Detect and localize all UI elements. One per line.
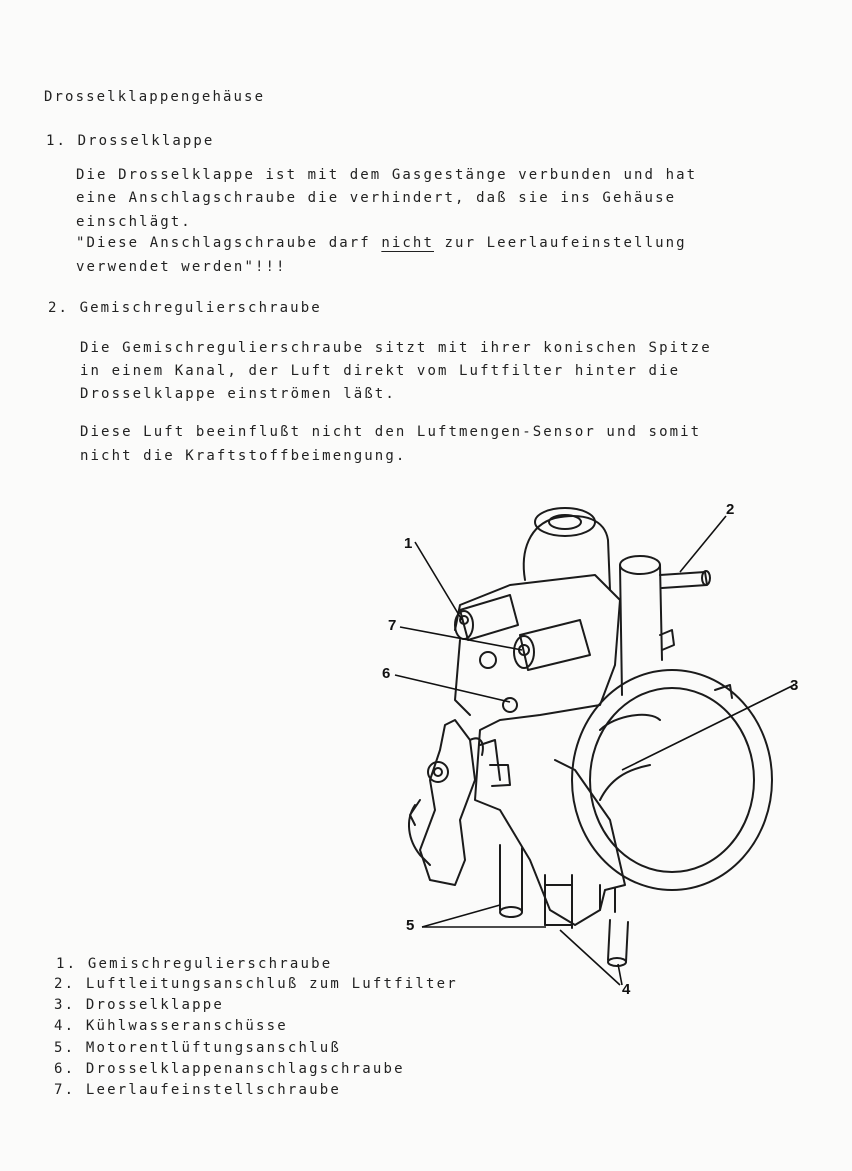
- legend-item: 6. Drosselklappenanschlagschraube: [54, 1061, 405, 1077]
- callout-1: 1: [404, 535, 413, 552]
- callout-3: 3: [790, 677, 799, 694]
- document-title: Drosselklappengehäuse: [44, 89, 266, 105]
- section-2-line: nicht die Kraftstoffbeimengung.: [80, 448, 407, 464]
- section-2-line: in einem Kanal, der Luft direkt vom Luftfilter hinter die: [80, 363, 681, 379]
- callout-2: 2: [726, 501, 735, 518]
- underlined-word: nicht: [381, 235, 434, 251]
- legend-item: 5. Motorentlüftungsanschluß: [54, 1040, 341, 1056]
- section-2-line: Drosselklappe einströmen läßt.: [80, 386, 396, 402]
- callout-4: 4: [622, 981, 631, 998]
- section-2-line: Die Gemischregulierschraube sitzt mit ihrer konischen Spitze: [80, 340, 712, 356]
- callout-7: 7: [388, 617, 397, 634]
- section-1-line: einschlägt.: [76, 214, 192, 230]
- section-1-line: eine Anschlagschraube die verhindert, daß sie ins Gehäuse: [76, 190, 677, 206]
- callout-6: 6: [382, 665, 391, 682]
- throttle-body-drawing: [360, 480, 820, 1000]
- section-1-line: Die Drosselklappe ist mit dem Gasgestänge verbunden und hat: [76, 167, 698, 183]
- section-1-quote-end: verwendet werden"!!!: [76, 259, 287, 275]
- section-1-heading: 1. Drosselklappe: [46, 133, 215, 149]
- legend-item: 1. Gemischregulierschraube: [56, 956, 333, 972]
- legend-item: 3. Drosselklappe: [54, 997, 225, 1013]
- legend-item: 2. Luftleitungsanschluß zum Luftfilter: [54, 976, 458, 992]
- legend-item: 4. Kühlwasseranschüsse: [54, 1018, 288, 1034]
- callout-5: 5: [406, 917, 415, 934]
- legend-item: 7. Leerlaufeinstellschraube: [54, 1082, 341, 1098]
- quote-text: zur Leerlaufeinstellung: [434, 235, 687, 251]
- quote-text: "Diese Anschlagschraube darf: [76, 235, 382, 251]
- section-2-line: Diese Luft beeinflußt nicht den Luftmengen-Sensor und somit: [80, 424, 702, 440]
- section-2-heading: 2. Gemischregulierschraube: [48, 300, 322, 316]
- section-1-quote: [76, 234, 687, 252]
